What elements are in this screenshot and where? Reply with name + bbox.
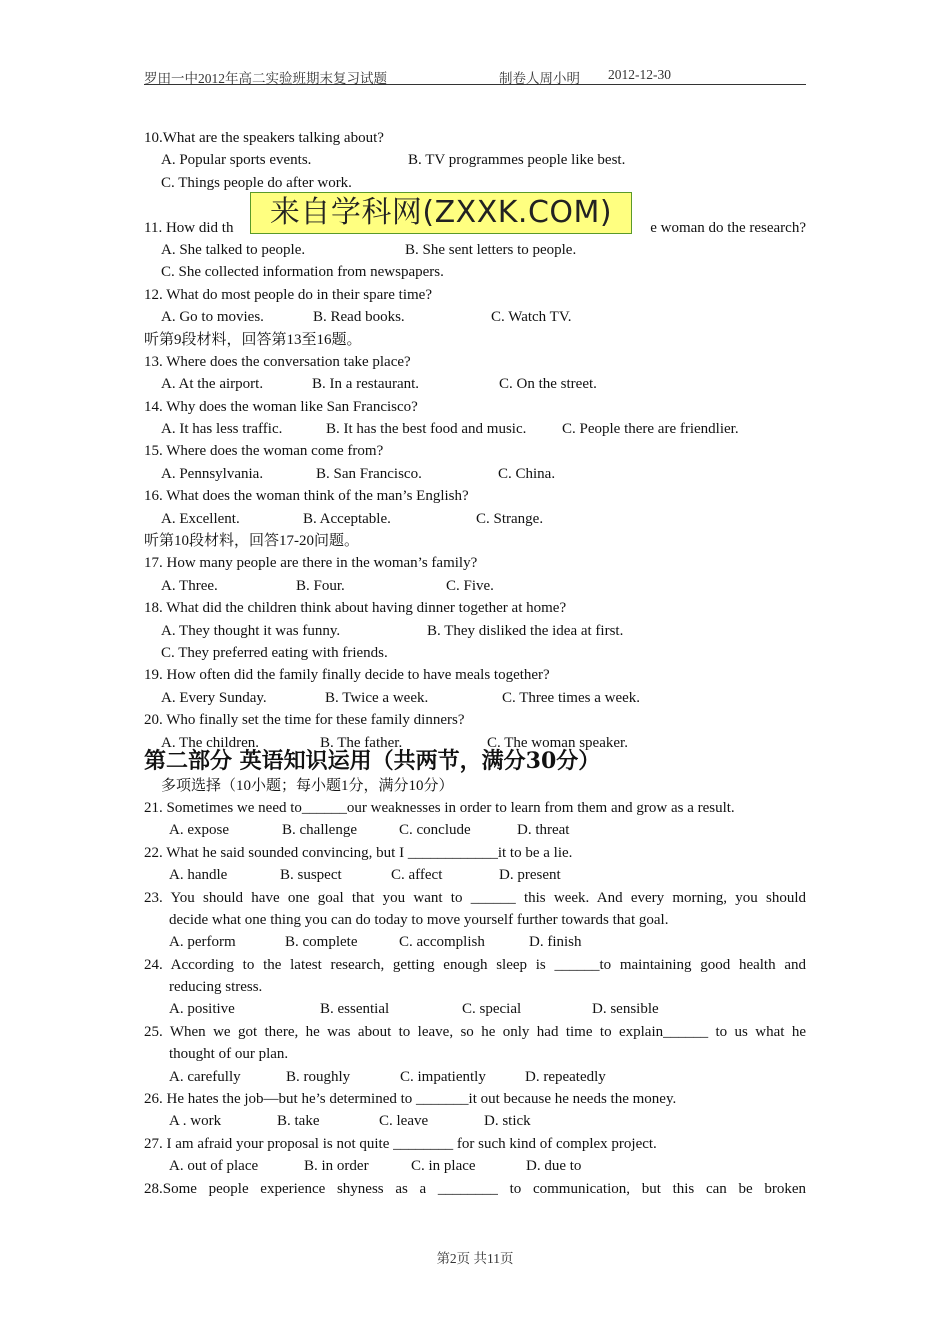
option-b: B. TV programmes people like best. [408, 152, 626, 169]
option-a: A. It has less traffic. [161, 421, 283, 438]
option-b: B. The father. [320, 734, 403, 751]
question-15-stem: 15. Where does the woman come from? [144, 443, 384, 460]
option-b: B. challenge [282, 822, 357, 839]
question-11-stem-left: 11. How did th [144, 219, 234, 236]
option-d: D. repeatedly [525, 1068, 606, 1085]
option-a: A. Every Sunday. [161, 689, 267, 706]
option-a: A. handle [169, 867, 228, 884]
option-a: A. They thought it was funny. [161, 622, 341, 639]
option-d: D. threat [517, 822, 570, 839]
option-a: A. Excellent. [161, 510, 240, 527]
question-13-options [144, 373, 806, 395]
option-d: D. present [499, 867, 561, 884]
question-28-stem: 28.Some people experience shyness as a ________ to communication, but this can be broken [144, 1180, 806, 1197]
question-21-stem: 21. Sometimes we need to______our weaknesses in order to learn from them and grow as a result. [144, 799, 735, 816]
option-b: B. Twice a week. [325, 689, 429, 706]
option-c: C. Watch TV. [491, 309, 572, 326]
question-27-stem: 27. I am afraid your proposal is not quite ________ for such kind of complex project. [144, 1135, 657, 1152]
option-a: A. expose [169, 822, 229, 839]
option-c: C. China. [498, 465, 556, 482]
question-26-stem: 26. He hates the job—but he’s determined to _______it out because he needs the money. [144, 1091, 677, 1108]
exam-content [144, 127, 806, 1200]
question-23-options [144, 931, 806, 953]
question-10-options-ab [144, 149, 806, 171]
question-22-stem: 22. What he said sounded convincing, but I ____________it to be a lie. [144, 844, 573, 861]
option-c: C. Five. [446, 577, 494, 594]
header-date: 2012-12-30 [608, 67, 671, 82]
option-c: C. She collected information from newspapers. [161, 264, 444, 281]
option-a: A. Popular sports events. [161, 152, 312, 169]
question-11-stem-right: e woman do the research? [650, 219, 806, 236]
question-23-stem-line1: 23. You should have one goal that you want to ______ this week. And every morning, you should [144, 889, 806, 906]
question-19-options [144, 687, 806, 709]
part-2-title: 第二部分 英语知识运用（共两节，满分30分） [144, 747, 601, 774]
option-c: C. People there are friendlier. [562, 421, 739, 438]
option-b: B. complete [285, 934, 358, 951]
question-25-options [144, 1066, 806, 1088]
option-c: C. Things people do after work. [161, 174, 352, 191]
question-10-stem: 10.What are the speakers talking about? [144, 130, 384, 146]
question-22-options [144, 864, 806, 886]
question-25-stem-line2: thought of our plan. [169, 1046, 289, 1063]
option-c: C. special [462, 1001, 522, 1018]
option-c: C. leave [379, 1113, 429, 1130]
option-b: B. suspect [280, 867, 342, 884]
header-author: 制卷人周小明 [499, 71, 580, 86]
option-a: A. The children. [161, 734, 260, 751]
question-12-options [144, 306, 806, 328]
question-16-stem: 16. What does the woman think of the man’s English? [144, 488, 469, 505]
question-18-stem: 18. What did the children think about having dinner together at home? [144, 600, 567, 617]
option-b: B. In a restaurant. [312, 376, 420, 393]
option-b: B. It has the best food and music. [326, 421, 527, 438]
option-c: C. On the street. [499, 376, 597, 393]
section-note-9: 听第9段材料，回答第13至16题。 [144, 331, 362, 348]
option-c: C. impatiently [400, 1068, 486, 1085]
page-header [144, 66, 806, 85]
option-c: C. in place [411, 1158, 476, 1175]
page-footer: 第2页 共11页 [436, 1251, 514, 1266]
question-18-options-ab [144, 620, 806, 642]
part-2-subtitle: 多项选择（10小题；每小题1分，满分10分） [161, 777, 454, 794]
question-13-stem: 13. Where does the conversation take place? [144, 353, 411, 370]
option-b: B. San Francisco. [316, 465, 422, 482]
option-b: B. roughly [286, 1068, 351, 1085]
option-a: A. positive [169, 1001, 235, 1018]
option-a: A. carefully [169, 1068, 241, 1085]
question-24-options [144, 998, 806, 1020]
question-16-options [144, 508, 806, 530]
option-b: B. essential [320, 1001, 390, 1018]
option-c: C. Three times a week. [502, 689, 641, 706]
option-b: B. Four. [296, 577, 345, 594]
option-a: A. At the airport. [161, 376, 264, 393]
section-note-10: 听第10段材料，回答17-20问题。 [144, 533, 359, 550]
question-14-options [144, 418, 806, 440]
question-19-stem: 19. How often did the family finally decide to have meals together? [144, 667, 550, 684]
question-27-options [144, 1155, 806, 1177]
option-c: C. Strange. [476, 510, 544, 527]
header-title: 罗田一中2012年高二实验班期末复习试题 [144, 71, 387, 86]
option-b: B. take [277, 1113, 320, 1130]
option-a: A. Three. [161, 577, 218, 594]
option-a: A. perform [169, 934, 236, 951]
option-c: C. accomplish [399, 934, 485, 951]
option-b: B. They disliked the idea at first. [427, 622, 624, 639]
option-d: D. stick [484, 1113, 531, 1130]
question-23-stem-line2: decide what one thing you can do today to move yourself further towards that goal. [169, 911, 669, 928]
question-15-options [144, 463, 806, 485]
question-21-options [144, 819, 806, 841]
option-c: C. conclude [399, 822, 471, 839]
option-c: C. affect [391, 867, 443, 884]
option-d: D. sensible [592, 1001, 659, 1018]
option-a: A . work [169, 1113, 222, 1130]
option-a: A. She talked to people. [161, 241, 306, 258]
question-12-stem: 12. What do most people do in their spare time? [144, 286, 432, 303]
question-25-stem-line1: 25. When we got there, he was about to leave, so he only had time to explain______ to us what he [144, 1023, 806, 1040]
question-24-stem-line2: reducing stress. [169, 979, 263, 996]
option-c: C. They preferred eating with friends. [161, 644, 388, 661]
option-c: C. The woman speaker. [487, 734, 628, 751]
question-26-options [144, 1110, 806, 1132]
option-b: B. She sent letters to people. [405, 241, 577, 258]
question-24-stem-line1: 24. According to the latest research, getting enough sleep is ______to maintaining good health and [144, 956, 806, 973]
option-a: A. Go to movies. [161, 309, 264, 326]
question-11-options-ab [144, 239, 806, 261]
question-17-options [144, 575, 806, 597]
option-b: B. Read books. [313, 309, 405, 326]
option-b: B. in order [304, 1158, 369, 1175]
option-d: D. finish [529, 934, 582, 951]
option-b: B. Acceptable. [303, 510, 391, 527]
zxxk-watermark-logo: 来自学科网(ZXXK.COM) [250, 192, 632, 234]
question-14-stem: 14. Why does the woman like San Francisco? [144, 398, 418, 415]
option-a: A. out of place [169, 1158, 259, 1175]
option-d: D. due to [526, 1158, 582, 1175]
option-a: A. Pennsylvania. [161, 465, 264, 482]
question-17-stem: 17. How many people are there in the woman’s family? [144, 555, 478, 572]
question-20-stem: 20. Who finally set the time for these family dinners? [144, 712, 465, 729]
question-20-options [144, 732, 806, 751]
